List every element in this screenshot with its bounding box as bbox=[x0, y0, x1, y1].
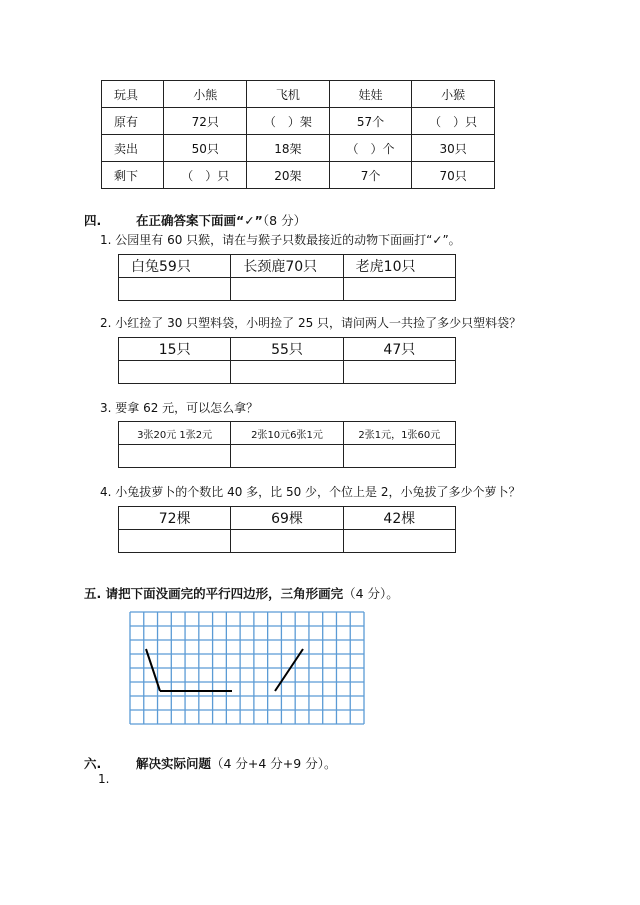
answer-option[interactable]: 2张10元6张1元 bbox=[231, 422, 343, 445]
answer-option[interactable]: 白兔59只 bbox=[119, 255, 231, 278]
toy-table bbox=[101, 80, 495, 189]
toy-table-row-label: 原有 bbox=[102, 108, 164, 135]
answer-box[interactable] bbox=[343, 530, 455, 553]
grid-lines bbox=[130, 612, 364, 724]
toy-table-cell: 70只 bbox=[412, 162, 495, 189]
toy-table-header: 飞机 bbox=[247, 81, 330, 108]
answer-option[interactable]: 47只 bbox=[343, 338, 455, 361]
answer-option[interactable]: 72棵 bbox=[119, 507, 231, 530]
toy-table-cell: 72只 bbox=[164, 108, 247, 135]
toy-table-row-label: 卖出 bbox=[102, 135, 164, 162]
answer-box[interactable] bbox=[119, 445, 231, 468]
toy-table-header-row bbox=[102, 81, 495, 108]
answer-box[interactable] bbox=[231, 361, 343, 384]
question-3-options bbox=[118, 421, 456, 468]
section-4-title-end: ” bbox=[254, 213, 263, 228]
answer-box[interactable] bbox=[119, 361, 231, 384]
answer-option[interactable]: 2张1元，1张60元 bbox=[343, 422, 455, 445]
question-4-options bbox=[118, 506, 456, 553]
toy-table-cell: 50只 bbox=[164, 135, 247, 162]
answer-box[interactable] bbox=[231, 278, 343, 301]
question-3-prompt: 3. 要拿 62 元，可以怎么拿？ bbox=[100, 401, 259, 415]
toy-table-cell: 20架 bbox=[247, 162, 330, 189]
toy-table-cell: 18架 bbox=[247, 135, 330, 162]
toy-table-cell: 57个 bbox=[329, 108, 412, 135]
answer-box[interactable] bbox=[343, 278, 455, 301]
answer-option[interactable]: 55只 bbox=[231, 338, 343, 361]
answer-box[interactable] bbox=[119, 530, 231, 553]
section-6-heading bbox=[84, 754, 336, 772]
toy-table-row bbox=[102, 162, 495, 189]
section-6-score: （4 分+4 分+9 分）。 bbox=[210, 756, 337, 771]
section-4-number: 四. bbox=[84, 213, 102, 228]
toy-table-cell: 30只 bbox=[412, 135, 495, 162]
toy-table-header: 玩具 bbox=[102, 81, 164, 108]
question-2-prompt: 2. 小红捡了 30 只塑料袋，小明捡了 25 只，请问两人一共捡了多少只塑料袋？ bbox=[100, 316, 522, 330]
answer-option[interactable]: 长颈鹿70只 bbox=[231, 255, 343, 278]
toy-table-cell: 7个 bbox=[329, 162, 412, 189]
section-5-heading bbox=[84, 584, 399, 602]
drawing-grid[interactable] bbox=[129, 611, 365, 725]
question-1-prompt-text: 1. 公园里有 60 只猴，请在与猴子只数最接近的动物下面画打“ bbox=[100, 233, 433, 247]
answer-option[interactable]: 69棵 bbox=[231, 507, 343, 530]
section-4-score: （8 分） bbox=[262, 213, 307, 228]
question-2-options bbox=[118, 337, 456, 384]
toy-table-cell: （ ）只 bbox=[164, 162, 247, 189]
question-4-prompt: 4. 小兔拔萝卜的个数比 40 多，比 50 少，个位上是 2，小兔拔了多少个萝卜？ bbox=[100, 485, 521, 499]
question-1-prompt bbox=[100, 231, 461, 248]
answer-option[interactable]: 3张20元 1张2元 bbox=[119, 422, 231, 445]
answer-box[interactable] bbox=[343, 361, 455, 384]
answer-box[interactable] bbox=[231, 445, 343, 468]
toy-table-row bbox=[102, 108, 495, 135]
section-6-question-1-number: 1. bbox=[98, 772, 110, 786]
section-6-number: 六. bbox=[84, 756, 102, 771]
toy-table-cell: （ ）只 bbox=[412, 108, 495, 135]
toy-table-header: 小猴 bbox=[412, 81, 495, 108]
triangle-edge bbox=[275, 649, 303, 691]
answer-box[interactable] bbox=[343, 445, 455, 468]
toy-table-header: 娃娃 bbox=[329, 81, 412, 108]
toy-table-cell: （ ）个 bbox=[329, 135, 412, 162]
checkmark-icon: ✓ bbox=[432, 233, 443, 247]
section-4-heading bbox=[84, 211, 306, 229]
answer-option[interactable]: 42棵 bbox=[343, 507, 455, 530]
section-4-title: 在正确答案下面画“ bbox=[135, 213, 245, 228]
section-6-title: 解决实际问题 bbox=[135, 756, 211, 771]
section-5-score: （4 分）。 bbox=[343, 586, 399, 601]
section-5-title: 五. 请把下面没画完的平行四边形，三角形画完 bbox=[84, 586, 344, 601]
toy-table-row bbox=[102, 135, 495, 162]
toy-table-header: 小熊 bbox=[164, 81, 247, 108]
answer-option[interactable]: 15只 bbox=[119, 338, 231, 361]
question-1-prompt-end: ”。 bbox=[442, 233, 461, 247]
question-1-options bbox=[118, 254, 456, 301]
answer-box[interactable] bbox=[119, 278, 231, 301]
answer-box[interactable] bbox=[231, 530, 343, 553]
checkmark-icon: ✓ bbox=[244, 213, 255, 228]
toy-table-row-label: 剩下 bbox=[102, 162, 164, 189]
toy-table-cell: （ ）架 bbox=[247, 108, 330, 135]
answer-option[interactable]: 老虎10只 bbox=[343, 255, 455, 278]
